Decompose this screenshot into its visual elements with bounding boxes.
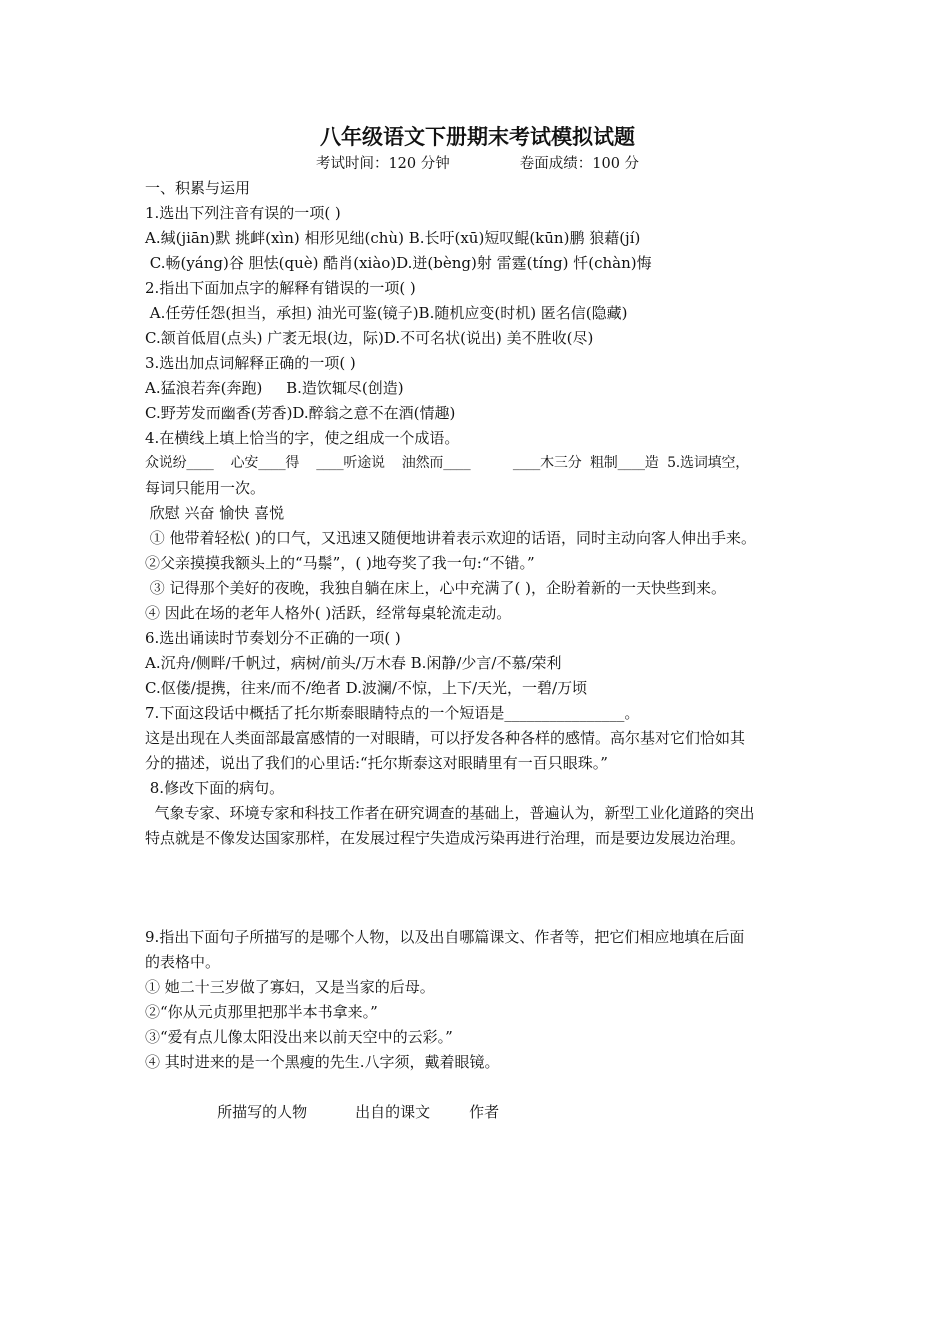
word-choices: 欣慰 兴奋 愉快 喜悦 [145,504,285,522]
question-line: 的表格中。 [145,953,221,971]
question-line: 气象专家、环境专家和科技工作者在研究调查的基础上，普遍认为，新型工业化道路的突出 [145,804,755,822]
question-line: 3.选出加点词解释正确的一项( ) [145,354,356,372]
question-line: 分的描述，说出了我们的心里话:“托尔斯泰这对眼睛里有一百只眼珠。” [145,754,608,772]
question-line: A.任劳任怨(担当，承担) 油光可鉴(镜子)B.随机应变(时机) 匿名信(隐藏) [145,304,628,322]
question-line: ④ 因此在场的老年人格外( )活跃，经常每桌轮流走动。 [145,604,512,622]
question-line: 2.指出下面加点字的解释有错误的一项( ) [145,279,416,297]
question-line: ④ 其时进来的是一个黑瘦的先生.八字须，戴着眼镜。 [145,1053,500,1071]
exam-meta [145,152,810,176]
exam-time: 考试时间：120 分钟 [315,156,450,172]
question-line: ① 她二十三岁做了寡妇，又是当家的后母。 [145,978,435,996]
question-line: 7.下面这段话中概括了托尔斯泰眼睛特点的一个短语是________________。 [145,704,640,722]
question-line: C.畅(yáng)谷 胆怯(què) 酷肖(xiào)D.迸(bèng)射 雷霆(tíng) 忏(chàn)悔 [145,254,652,272]
question-line: C.颔首低眉(点头) 广袤无垠(边，际)D.不可名状(说出) 美不胜收(尽) [145,329,594,347]
question-line: 众说纷____ 心安____得 ____听途说 油然而____ ____木三分 粗制____造 5.选词填空， [145,455,750,471]
question-line: 特点就是不像发达国家那样，在发展过程宁失造成污染再进行治理，而是要边发展边治理。 [145,829,746,847]
exam-document [145,122,810,1121]
question-line: ③ 记得那个美好的夜晚，我独自躺在床上，心中充满了( )，企盼着新的一天快些到来。 [145,579,727,597]
question-line: A.缄(jiān)默 挑衅(xìn) 相形见绌(chù) B.长吁(xū)短叹鲲(kūn)鹏 狼藉(jí) [145,229,641,247]
question-line: 1.选出下列注音有误的一项( ) [145,204,341,222]
question-line: ① 他带着轻松( )的口气，又迅速又随便地讲着表示欢迎的话语，同时主动向客人伸出手来。 [145,529,757,547]
question-line: 6.选出诵读时节奏划分不正确的一项( ) [145,629,401,647]
question-line: A.猛浪若奔(奔跑) B.造饮辄尽(创造) [145,379,404,397]
question-line: ②父亲摸摸我额头上的“马鬃”，( )地夸奖了我一句:“不错。” [145,554,535,572]
question-line: A.沉舟/侧畔/千帆过，病树/前头/万木春 B.闲静/少言/不慕/荣利 [145,654,562,672]
table-header-text: 出自的课文 [355,1103,431,1121]
question-line: 8.修改下面的病句。 [145,779,285,797]
question-line: 这是出现在人类面部最富感情的一对眼睛，可以抒发各种各样的感情。高尔基对它们恰如其 [145,729,746,747]
question-line: C.野芳发而幽香(芳香)D.醉翁之意不在酒(情趣) [145,404,456,422]
answer-space [145,851,810,925]
answer-table-header [145,1075,810,1121]
table-header-author: 作者 [469,1103,500,1121]
question-line: ③“爱有点儿像太阳没出来以前天空中的云彩。” [145,1028,453,1046]
question-line: 9.指出下面句子所描写的是哪个人物，以及出自哪篇课文、作者等，把它们相应地填在后面 [145,928,745,946]
question-line: ②“你从元贞那里把那半本书拿来。” [145,1003,378,1021]
question-line: C.伛偻/提携，往来/而不/绝者 D.波澜/不惊，上下/天光，一碧/万顷 [145,679,588,697]
table-header-character: 所描写的人物 [217,1103,308,1121]
question-line: 每词只能用一次。 [145,479,266,497]
exam-score: 卷面成绩：100 分 [519,156,640,172]
document-title: 八年级语文下册期末考试模拟试题 [320,124,635,149]
section-heading: 一、积累与运用 [145,179,251,197]
question-line: 4.在横线上填上恰当的字，使之组成一个成语。 [145,429,460,447]
